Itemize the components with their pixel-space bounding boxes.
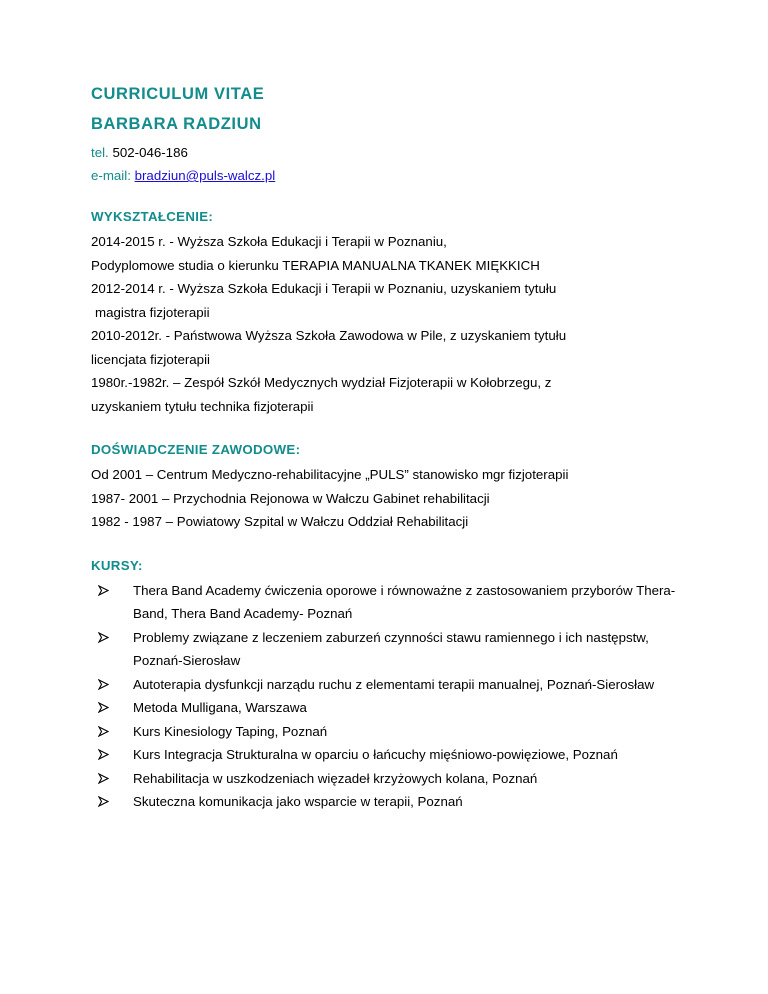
email-row bbox=[91, 164, 691, 187]
education-line: 2010-2012r. - Państwowa Wyższa Szkoła Zawodowa w Pile, z uzyskaniem tytułu bbox=[91, 328, 567, 343]
email-link[interactable]: bradziun@puls-walcz.pl bbox=[134, 168, 276, 183]
email-label: e-mail: bbox=[91, 168, 131, 183]
arrowhead-bullet-icon bbox=[98, 673, 112, 697]
course-item bbox=[91, 767, 691, 791]
phone-value: 502-046-186 bbox=[112, 145, 188, 160]
course-item bbox=[91, 626, 691, 673]
course-text: Problemy związane z leczeniem zaburzeń czynności stawu ramiennego i ich następstw, Poznań-Sierosław bbox=[133, 629, 649, 668]
courses-list bbox=[91, 579, 691, 814]
arrowhead-bullet-icon bbox=[98, 767, 112, 791]
phone-row bbox=[91, 141, 691, 164]
education-line: magistra fizjoterapii bbox=[95, 304, 210, 320]
phone-label: tel. bbox=[91, 145, 109, 160]
course-text: Autoterapia dysfunkcji narządu ruchu z elementami terapii manualnej, Poznań-Sierosław bbox=[133, 676, 655, 692]
education-line: 2012-2014 r. - Wyższa Szkoła Edukacji i Terapii w Poznaniu, uzyskaniem tytułu bbox=[91, 281, 557, 296]
course-item bbox=[91, 720, 691, 744]
course-text: Thera Band Academy ćwiczenia oporowe i równoważne z zastosowaniem przyborów Thera-Band, Thera Band Academy- Poznań bbox=[133, 582, 676, 621]
experience-line: 1987- 2001 – Przychodnia Rejonowa w Wałczu Gabinet rehabilitacji bbox=[91, 490, 490, 506]
arrowhead-bullet-icon bbox=[98, 720, 112, 744]
education-line: 2014-2015 r. - Wyższa Szkoła Edukacji i Terapii w Poznaniu, bbox=[91, 234, 447, 249]
experience-heading: DOŚWIADCZENIE ZAWODOWE: bbox=[91, 442, 301, 457]
course-item bbox=[91, 579, 691, 626]
arrowhead-bullet-icon bbox=[98, 743, 112, 767]
course-item bbox=[91, 790, 691, 814]
arrowhead-bullet-icon bbox=[98, 696, 112, 720]
course-item bbox=[91, 696, 691, 720]
cv-title: CURRICULUM VITAE bbox=[91, 85, 265, 103]
course-text: Metoda Mulligana, Warszawa bbox=[133, 700, 307, 715]
experience-list bbox=[91, 463, 691, 534]
arrowhead-bullet-icon bbox=[98, 790, 112, 814]
education-line: licencjata fizjoterapii bbox=[91, 351, 210, 367]
course-text: Kurs Kinesiology Taping, Poznań bbox=[133, 723, 328, 739]
education-heading: WYKSZTAŁCENIE: bbox=[91, 209, 214, 224]
education-list bbox=[91, 230, 691, 418]
education-line: uzyskaniem tytułu technika fizjoterapii bbox=[91, 398, 314, 414]
person-name: BARBARA RADZIUN bbox=[91, 115, 262, 133]
courses-heading: KURSY: bbox=[91, 557, 143, 573]
arrowhead-bullet-icon bbox=[98, 626, 112, 650]
course-text: Skuteczna komunikacja jako wsparcie w terapii, Poznań bbox=[133, 794, 463, 809]
cv-document bbox=[91, 80, 691, 814]
experience-line: 1982 - 1987 – Powiatowy Szpital w Wałczu Oddział Rehabilitacji bbox=[91, 514, 469, 529]
education-line: Podyplomowe studia o kierunku TERAPIA MANUALNA TKANEK MIĘKKICH bbox=[91, 257, 540, 273]
arrowhead-bullet-icon bbox=[98, 579, 112, 603]
experience-line: Od 2001 – Centrum Medyczno-rehabilitacyjne „PULS” stanowisko mgr fizjoterapii bbox=[91, 467, 569, 482]
education-line: 1980r.-1982r. – Zespół Szkół Medycznych wydział Fizjoterapii w Kołobrzegu, z bbox=[91, 375, 552, 390]
course-text: Rehabilitacja w uszkodzeniach więzadeł krzyżowych kolana, Poznań bbox=[133, 770, 538, 786]
course-item bbox=[91, 743, 691, 767]
course-text: Kurs Integracja Strukturalna w oparciu o łańcuchy mięśniowo-powięziowe, Poznań bbox=[133, 747, 618, 762]
course-item bbox=[91, 673, 691, 697]
